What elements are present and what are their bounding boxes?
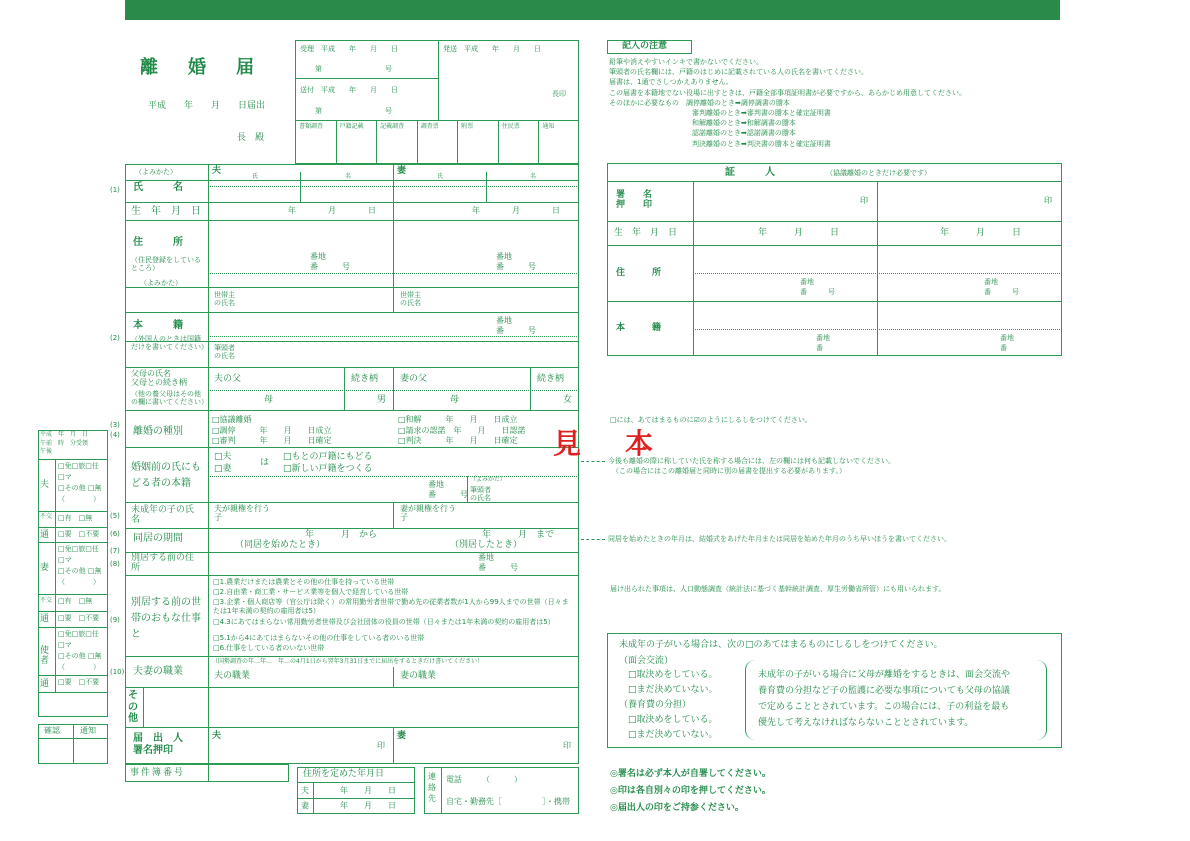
- notes-line: そのほかに必要なもの 調停離婚のとき➡調停調書の謄本: [609, 98, 790, 107]
- householder-h: 世帯主 の氏名: [214, 291, 235, 308]
- daughter-label: 女: [563, 395, 573, 405]
- father-h: 夫の父: [214, 374, 242, 384]
- side-row-divider: [55, 594, 56, 611]
- notes-line: この届書を本籍地でない役場に出すときは、戸籍全部事項証明書が必要ですから、あらかじめ用意してください。: [609, 88, 966, 97]
- signer-label: 届 出 人 署名押印: [133, 733, 183, 756]
- hint-statistics: 届け出られた事項は、人口動態調査（統計法に基づく基幹統計調査、厚生労働省所管）にも用いられます。: [610, 585, 946, 593]
- addr-year-ymd-h: 年 月 日: [340, 786, 396, 795]
- side-row-divider: [55, 511, 56, 527]
- head-seal-label: 長印: [552, 90, 566, 98]
- return-banchi: 番地: [428, 480, 444, 489]
- side-row-label: 妻: [40, 563, 50, 573]
- side-row-rule: [38, 692, 108, 693]
- side-top-text: 午後: [40, 448, 53, 455]
- honseki-dotted: [208, 336, 579, 337]
- work-item-option[interactable]: □2.自由業・商工業・サービス業等を個人で経営している世帯: [213, 588, 409, 596]
- minor-title: 未成年の子がいる場合は、次の□のあてはまるものにしるしをつけてください。: [619, 640, 943, 650]
- return-opt-wife[interactable]: □妻: [214, 464, 232, 474]
- side-top-rule: [38, 459, 108, 460]
- row-number: (2): [110, 334, 120, 342]
- side-row-divider: [55, 542, 56, 594]
- side-row-option[interactable]: □マ: [58, 556, 72, 564]
- contact-label: 連絡先: [428, 772, 436, 804]
- cohabit-to: 年 月 まで: [482, 530, 555, 540]
- row-rule: [125, 202, 579, 203]
- divorce-type-label: 離婚の種別: [133, 426, 183, 437]
- witness-title: 証 人: [725, 167, 775, 178]
- side-row-option[interactable]: □免□旅□任: [58, 462, 99, 470]
- side-row-option[interactable]: □要 □不要: [58, 678, 100, 686]
- stamp-cell-label: 調査票: [420, 123, 439, 130]
- side-row-rule: [38, 542, 108, 543]
- side-bottom-label: 確認: [44, 726, 60, 735]
- address-label: 住 所: [133, 237, 183, 248]
- address-ban-h: 番 号: [310, 262, 350, 271]
- side-row-label: 使者: [40, 646, 50, 667]
- side-bottom-label: 通知: [80, 726, 96, 735]
- side-row-option[interactable]: □要 □不要: [58, 530, 100, 538]
- name-label: 氏 名: [133, 182, 183, 193]
- forwarded-number: 第 号: [315, 107, 392, 115]
- address-banchi-h: 番地: [310, 252, 326, 261]
- side-row-option[interactable]: □免□旅□任: [58, 545, 99, 553]
- divorce-type-option[interactable]: □和解 年 月 日成立: [398, 415, 518, 424]
- birth-ymd-h: 年 月 日: [288, 206, 376, 215]
- witness2-birth: 年 月 日: [940, 228, 1022, 238]
- row-rule: [125, 502, 579, 503]
- surname-label-w: 氏: [437, 173, 444, 180]
- relation-h: 続き柄: [351, 374, 379, 384]
- witness2-seal: 印: [1044, 196, 1052, 205]
- side-row-option[interactable]: □マ: [58, 641, 72, 649]
- side-top-text: 平成 年 月 日: [40, 431, 89, 438]
- row-number: (8): [110, 560, 120, 568]
- witness-honseki-label: 本 籍: [616, 323, 662, 333]
- stamp-cell-label: 書類調査: [299, 123, 324, 130]
- addr-year-wife: 妻: [301, 801, 309, 810]
- side-row-option[interactable]: □マ: [58, 473, 72, 481]
- furigana-dotted: [208, 186, 579, 187]
- work-item-option[interactable]: □1.農業だけまたは農業とその他の仕事を持っている世帯: [213, 578, 395, 586]
- side-row-divider: [55, 527, 56, 542]
- addressee: 長 殿: [237, 133, 265, 143]
- stamp-cell-divider: [376, 120, 377, 164]
- side-row-rule: [38, 675, 108, 676]
- wife-header: 妻: [397, 166, 407, 176]
- addr-year-ymd-w: 年 月 日: [340, 801, 396, 810]
- side-row-option[interactable]: □その他 □無: [58, 652, 102, 660]
- notes-line: 筆頭者の氏名欄には、戸籍のはじめに記載されている人の氏名を書いてください。: [609, 68, 868, 77]
- stamp-cell-divider: [498, 120, 499, 164]
- witness1-birth: 年 月 日: [758, 228, 840, 238]
- minor-support-decided[interactable]: □取決めをしている。: [628, 715, 718, 725]
- minor-explain-line: 未成年の子がいる場合に父母が離婚をするときは、面会交流や: [758, 670, 1011, 680]
- footer-note: ◎印は各自別々の印を押してください。: [610, 786, 771, 796]
- stamp-cell-divider: [417, 120, 418, 164]
- work-item-option[interactable]: □5.1から4にあてはまらないその他の仕事をしている者のいる世帯: [213, 634, 425, 642]
- row-rule: [125, 410, 579, 411]
- work-item-option[interactable]: □4.3にあてはまらない常用勤労者世帯及び会社団体の役員の世帯（日々または1年未満の契約の雇用者は5）: [213, 618, 555, 626]
- work-item-option[interactable]: □3.企業・個人商店等（官公庁は除く）の常用勤労者世帯で勤め先の従業者数が1人から99人までの世帯（日々または1年未満の契約の雇用者は5）: [213, 598, 569, 616]
- return-opt-original[interactable]: □もとの戸籍にもどる: [283, 452, 373, 462]
- side-row-option[interactable]: □要 □不要: [58, 614, 100, 622]
- address-dotted: [208, 273, 579, 274]
- cohabit-end: （別居したとき）: [450, 540, 523, 550]
- householder-w: 世帯主 の氏名: [400, 291, 421, 308]
- cohabit-start: （同居を始めたとき）: [235, 540, 326, 550]
- received-number: 第 号: [315, 65, 392, 73]
- minor-explain-line: 養育費の分担など子の監護に必要な事項についても父母の協議: [758, 686, 1010, 696]
- stamp-cell-divider: [457, 120, 458, 164]
- honseki-ban: 番 号: [496, 326, 536, 335]
- work-item-option[interactable]: □6.仕事をしている者のいない世帯: [213, 644, 325, 652]
- witness1-honseki-ban: 番: [816, 344, 823, 352]
- furigana-label: （よみかた）: [135, 168, 177, 176]
- return-ban: 番 号: [428, 490, 468, 499]
- sign-husband: 夫: [212, 731, 222, 741]
- stamp-cell-divider: [336, 120, 337, 164]
- footer-note: ◎届出人の印をご持参ください。: [610, 803, 744, 813]
- hint-return1: 今後も離婚の際に称していた氏を称する場合には、左の欄には何も記載しないでください。: [608, 457, 895, 465]
- stamp-cell-label: 戸籍記載: [339, 123, 364, 130]
- side-row-divider: [55, 459, 56, 511]
- divorce-type-option[interactable]: □審判 年 月 日確定: [212, 436, 332, 445]
- side-row-option[interactable]: （ ）: [58, 578, 100, 586]
- side-row-label: 通: [40, 678, 50, 689]
- separate-addr-label: 別居する前の住 所: [131, 553, 222, 574]
- parents-label: 父母の氏名 父母との続き柄: [131, 369, 187, 388]
- submission-date: 平成 年 月 日届出: [148, 101, 266, 111]
- side-row-option[interactable]: □有 □無: [58, 597, 93, 605]
- hint-cohabit: 同居を始めたときの年月は、結婚式をあげた年月または同居を始めた年月のうち早いほうを書いてください。: [608, 535, 951, 543]
- row-rule: [125, 287, 579, 288]
- witness2-honseki-ban: 番: [1000, 344, 1007, 352]
- cohabit-label: 同居の期間: [133, 533, 183, 544]
- notes-line: 認諾離婚のとき➡認諾調書の謄本: [692, 129, 796, 138]
- top-green-band: [125, 0, 1060, 20]
- sign-wife: 妻: [397, 731, 407, 741]
- witness1-banchi: 番地: [800, 278, 814, 286]
- side-top-text: 午前 時 分受領: [40, 439, 89, 447]
- return-opt-husband[interactable]: □夫: [214, 452, 232, 462]
- row-rule: [125, 575, 579, 576]
- witness2-ban: 番 号: [984, 288, 1019, 296]
- case-no-label: 事件簿番号: [130, 768, 186, 778]
- row-number: (3): [110, 421, 120, 429]
- side-row-divider: [55, 611, 56, 627]
- return-dotted: [208, 476, 579, 477]
- separate-work-label: 別居する前の世帯のおもな仕事と: [131, 597, 201, 640]
- minor-visit-undecided[interactable]: □まだ決めていない。: [628, 685, 718, 695]
- minor-explain-line: で定めることとされています。この場合には、子の利益を最も: [758, 702, 1010, 712]
- side-row-rule: [38, 527, 108, 528]
- divorce-type-option[interactable]: □協議離婚: [212, 415, 252, 424]
- mother-h: 母: [264, 395, 274, 405]
- hittousha-label: 筆頭者 の氏名: [214, 344, 235, 361]
- cohabit-from: 年 月 から: [305, 530, 378, 540]
- witness1-ban: 番 号: [800, 288, 835, 296]
- witness2-honseki-banchi: 番地: [1000, 334, 1014, 342]
- notes-line: 和解離婚のとき➡和解調書の謄本: [692, 119, 796, 128]
- return-name-label: 婚姻前の氏にもどる者の本籍: [131, 462, 201, 489]
- children-w: 妻が親権を行う子: [400, 504, 456, 523]
- address-furigana-label: （よみかた）: [140, 279, 182, 287]
- other-label: その他: [128, 690, 138, 724]
- side-row-label: 通: [40, 614, 50, 624]
- occupation-h: 夫の職業: [214, 671, 251, 681]
- divorce-type-option[interactable]: □判決 年 月 日確定: [398, 436, 518, 445]
- row-rule: [125, 656, 579, 657]
- row-number: (9): [110, 616, 120, 624]
- address-year-title: 住所を定めた年月日: [303, 769, 385, 779]
- occupation-note: （国勢調査の年…年… 年…の4月1日から翌年3月31日までに届出をするときだけ書いてください）: [212, 658, 484, 665]
- row-rule: [125, 312, 579, 313]
- other-divider: [143, 687, 144, 727]
- mother-w: 母: [450, 395, 460, 405]
- witness-title-note: （協議離婚のときだけ必要です）: [826, 169, 931, 177]
- row-number: (6): [110, 530, 120, 538]
- minor-support: （養育費の分担）: [619, 700, 692, 710]
- contact-phone: 電話 （ ）: [446, 775, 522, 784]
- address-ban-w: 番 号: [496, 262, 536, 271]
- return-opt-new[interactable]: □新しい戸籍をつくる: [283, 464, 373, 474]
- witness-birth-label: 生 年 月 日: [614, 228, 678, 238]
- received-date: 受理 平成 年 月 日: [300, 45, 398, 53]
- office-use-box: [295, 40, 579, 164]
- side-bottom-divider: [73, 724, 74, 764]
- forwarded-date: 送付 平成 年 月 日: [300, 86, 398, 94]
- parents-note: （他の養父母はその他の欄に書いてください）: [131, 390, 208, 407]
- minor-explain-line: 優先して考えなければならないこととされています。: [758, 718, 974, 728]
- side-row-option[interactable]: □その他 □無: [58, 484, 102, 492]
- honseki-note: （外国人のときは国籍だけを書いてください）: [131, 335, 208, 352]
- row-number: (7): [110, 547, 120, 555]
- separate-banchi: 番地: [478, 553, 494, 562]
- row-rule: [125, 687, 579, 688]
- witness2-banchi: 番地: [984, 278, 998, 286]
- row-rule: [125, 447, 579, 448]
- side-row-option[interactable]: □免□旅□任: [58, 630, 99, 638]
- stamp-cell-label: 附票: [461, 123, 474, 130]
- side-row-label: 不交: [40, 596, 53, 604]
- stamp-cell-divider: [538, 120, 539, 164]
- form-title: 離 婚 届: [140, 57, 260, 78]
- occupation-label: 夫妻の職業: [133, 666, 183, 677]
- relation-w: 続き柄: [537, 374, 565, 384]
- row-number: (4): [110, 431, 120, 439]
- children-label: 未成年の子の氏 名: [131, 505, 222, 526]
- stamp-cell-label: 住民票: [501, 123, 520, 130]
- side-row-rule: [38, 594, 108, 595]
- row-rule: [125, 367, 579, 368]
- side-row-option[interactable]: □有 □無: [58, 514, 93, 522]
- occupation-w: 妻の職業: [400, 671, 437, 681]
- row-number: (10): [110, 668, 125, 676]
- witness-box: [607, 163, 1062, 356]
- side-row-divider: [55, 627, 56, 675]
- return-hittousha: 筆頭者 の氏名: [470, 486, 491, 503]
- row-number: (1): [110, 186, 120, 194]
- side-row-option[interactable]: （ ）: [58, 495, 100, 503]
- minor-visit-decided[interactable]: □取決めをしている。: [628, 670, 718, 680]
- birth-ymd-w: 年 月 日: [472, 206, 560, 215]
- row-rule: [125, 528, 579, 529]
- sent-date: 発送 平成 年 月 日: [443, 45, 541, 53]
- hint-return2: （この場合にはこの離婚届と同時に別の届書を提出する必要があります。）: [612, 467, 846, 475]
- side-row-option[interactable]: □その他 □無: [58, 567, 102, 575]
- row-rule: [125, 727, 579, 728]
- address-banchi-w: 番地: [496, 252, 512, 261]
- given-label-h: 名: [345, 173, 352, 180]
- son-label: 男: [377, 395, 387, 405]
- side-row-rule: [38, 511, 108, 512]
- sample-stamp: 見 本: [553, 427, 662, 460]
- minor-support-undecided[interactable]: □まだ決めていない。: [628, 730, 718, 740]
- return-wa: は: [260, 458, 270, 468]
- witness-address-label: 住 所: [616, 268, 662, 278]
- row-number: (5): [110, 512, 120, 520]
- addr-year-husband: 夫: [301, 786, 309, 795]
- address-note: （住民登録をしているところ）: [131, 256, 201, 273]
- children-h: 夫が親権を行う子: [214, 504, 270, 523]
- witness-sign-label: 署 名 押 印: [616, 190, 653, 211]
- given-label-w: 名: [530, 173, 537, 180]
- notes-line: 判決離婚のとき➡判決書の謄本と確定証明書: [692, 139, 831, 148]
- side-row-label: 通: [40, 529, 50, 540]
- side-row-label: 不交: [40, 513, 53, 520]
- husband-header: 夫: [212, 166, 222, 176]
- hint-checkbox: □には、あてはまるものに☑のようにしるしをつけてください。: [610, 416, 812, 424]
- notes-line: 審判離婚のとき➡審判書の謄本と確定証明書: [692, 109, 831, 117]
- witness1-seal: 印: [860, 196, 868, 205]
- witness1-honseki-banchi: 番地: [816, 334, 830, 342]
- stamp-cell-label: 記載調査: [380, 123, 405, 130]
- seal-husband: 印: [377, 741, 385, 750]
- case-number-box: [125, 764, 289, 782]
- father-w: 妻の父: [400, 374, 428, 384]
- honseki-label: 本 籍: [133, 320, 183, 331]
- row-rule: [125, 220, 579, 221]
- side-row-rule: [38, 627, 108, 628]
- honseki-banchi: 番地: [496, 316, 512, 325]
- separate-ban: 番 号: [478, 563, 518, 572]
- side-row-option[interactable]: （ ）: [58, 663, 100, 671]
- divorce-type-option[interactable]: □調停 年 月 日成立: [212, 425, 332, 435]
- seal-wife: 印: [563, 741, 571, 750]
- divorce-type-option[interactable]: □請求の認諾 年 月 日認諾: [398, 425, 526, 435]
- notes-heading: 記入の注意: [622, 41, 668, 51]
- birth-label: 生 年 月 日: [131, 206, 201, 217]
- side-row-divider: [55, 675, 56, 692]
- contact-place: 自宅・勤務先［ ］・携帯: [446, 797, 570, 806]
- stamp-cell-label: 通知: [542, 123, 555, 130]
- surname-label-h: 氏: [252, 173, 259, 180]
- side-row-label: 夫: [40, 480, 50, 490]
- row-rule: [125, 180, 579, 181]
- minor-visit: （面会交流）: [619, 656, 674, 666]
- side-row-rule: [38, 611, 108, 612]
- notes-line: 届書は、1通でさしつかえありません。: [609, 78, 733, 87]
- notes-line: 鉛筆や消えやすいインキで書かないでください。: [609, 58, 763, 66]
- footer-note: ◎署名は必ず本人が自署してください。: [610, 769, 771, 779]
- return-furigana: （よみかた）: [470, 476, 507, 483]
